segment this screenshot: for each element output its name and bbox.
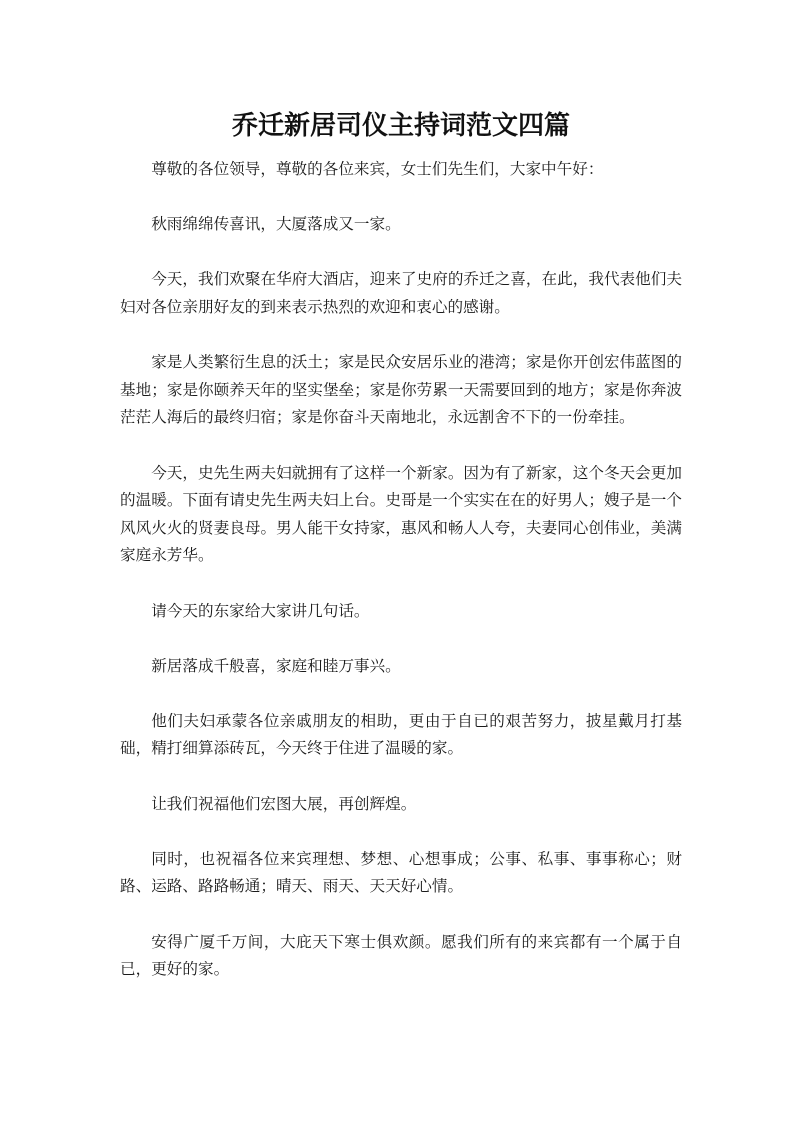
document-page <box>120 108 682 1011</box>
paragraph: 今天，史先生两夫妇就拥有了这样一个新家。因为有了新家，这个冬天会更加的温暖。下面有请史先生两夫妇上台。史哥是一个实实在在的好男人；嫂子是一个风风火火的贤妻良母。男人能干女持家，惠风和畅人人夸，夫妻同心创伟业，美满家庭永芳华。 <box>120 463 682 565</box>
paragraph: 尊敬的各位领导，尊敬的各位来宾，女士们先生们，大家中午好： <box>151 160 604 178</box>
paragraph: 家是人类繁衍生息的沃土；家是民众安居乐业的港湾；家是你开创宏伟蓝图的基地；家是你颐养天年的坚实堡垒；家是你劳累一天需要回到的地方；家是你奔波茫茫人海后的最终归宿；家是你奋斗天南地北，永远割舍不下的一份牵挂。 <box>120 353 682 427</box>
paragraph: 他们夫妇承蒙各位亲戚朋友的相助，更由于自已的艰苦努力，披星戴月打基础，精打细算添砖瓦，今天终于住进了温暖的家。 <box>120 711 682 758</box>
paragraph: 新居落成千般喜，家庭和睦万事兴。 <box>151 656 401 675</box>
document-body <box>120 156 682 984</box>
paragraph: 安得广厦千万间，大庇天下寒士俱欢颜。愿我们所有的来宾都有一个属于自已，更好的家。 <box>120 932 682 979</box>
paragraph: 请今天的东家给大家讲几句话。 <box>151 601 370 620</box>
paragraph: 秋雨绵绵传喜讯，大厦落成又一家。 <box>151 215 401 234</box>
paragraph: 今天，我们欢聚在华府大酒店，迎来了史府的乔迁之喜，在此，我代表他们夫妇对各位亲朋好友的到来表示热烈的欢迎和衷心的感谢。 <box>120 270 682 316</box>
paragraph: 同时，也祝福各位来宾理想、梦想、心想事成；公事、私事、事事称心；财路、运路、路路畅通；晴天、雨天、天天好心情。 <box>120 849 682 896</box>
document-title: 乔迁新居司仪主持词范文四篇 <box>231 111 570 141</box>
paragraph: 让我们祝福他们宏图大展，再创辉煌。 <box>151 794 417 813</box>
